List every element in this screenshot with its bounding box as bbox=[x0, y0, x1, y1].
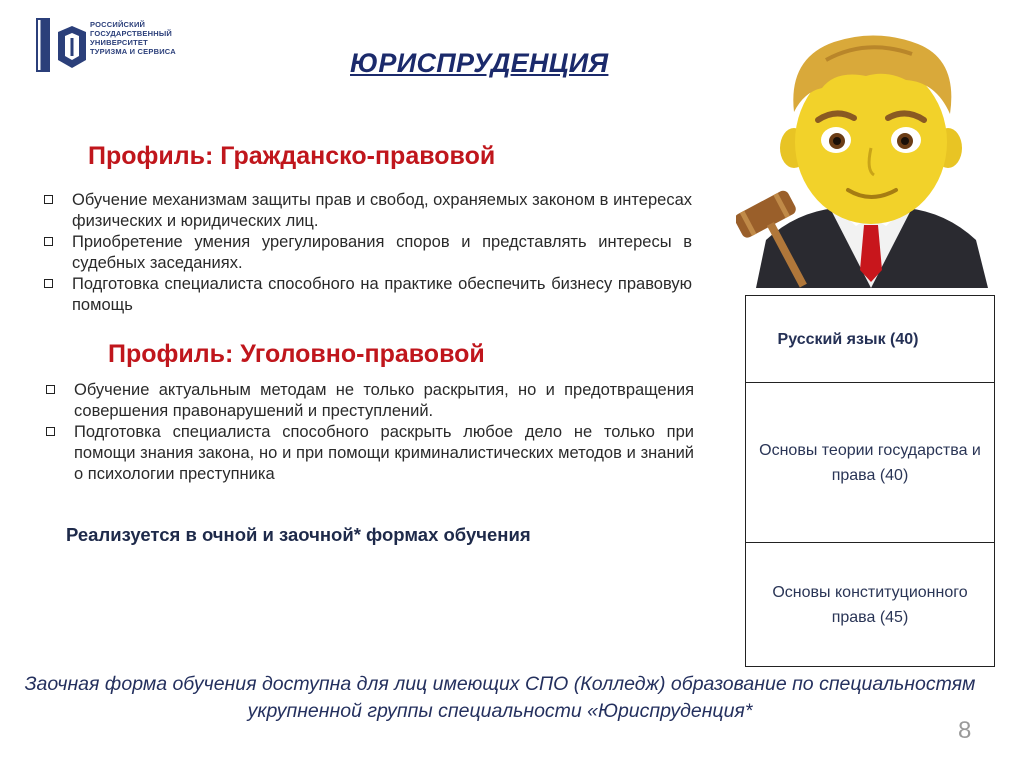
checkbox-bullet-icon bbox=[44, 279, 53, 288]
university-logo-text: РОССИЙСКИЙ ГОСУДАРСТВЕННЫЙ УНИВЕРСИТЕТ ТУРИЗМА И СЕРВИСА bbox=[90, 20, 176, 56]
list-item: Подготовка специалиста способного раскрыть любое дело не только при помощи знания закона, но и при помощи криминалистических методов и знаний о психологии преступника bbox=[42, 422, 694, 485]
checkbox-bullet-icon bbox=[46, 427, 55, 436]
checkbox-bullet-icon bbox=[46, 385, 55, 394]
entrance-exams-table bbox=[745, 295, 995, 667]
study-forms-note: Реализуется в очной и заочной* формах обучения bbox=[66, 524, 531, 545]
footnote: Заочная форма обучения доступна для лиц имеющих СПО (Колледж) образование по специальностям укрупненной группы специальности «Юриспруденция* bbox=[24, 673, 976, 722]
exam-cell: Основы конституционного права (45) bbox=[772, 583, 968, 626]
exam-cell: Русский язык (40) bbox=[746, 296, 994, 383]
list-item: Приобретение умения урегулирования споров и представлять интересы в судебных заседаниях. bbox=[40, 232, 692, 274]
page-title: ЮРИСПРУДЕНЦИЯ bbox=[350, 48, 609, 78]
lawyer-avatar-illustration bbox=[736, 30, 1006, 288]
list-item: Обучение механизмам защиты прав и свобод, охраняемых законом в интересах физических и юридических лиц. bbox=[40, 190, 692, 232]
list-item: Подготовка специалиста способного на практике обеспечить бизнесу правовую помощь bbox=[40, 274, 692, 316]
profile-criminal-title: Профиль: Уголовно-правовой bbox=[108, 340, 485, 368]
profile-civil-list bbox=[40, 190, 692, 316]
profile-criminal-list bbox=[42, 380, 694, 485]
checkbox-bullet-icon bbox=[44, 237, 53, 246]
page-number: 8 bbox=[958, 717, 972, 744]
profile-civil-title: Профиль: Гражданско-правовой bbox=[88, 142, 496, 170]
exam-cell: Основы теории государства и права (40) bbox=[746, 383, 994, 543]
list-item: Обучение актуальным методам не только раскрытия, но и предотвращения совершения правонарушений и преступлений. bbox=[42, 380, 694, 422]
checkbox-bullet-icon bbox=[44, 195, 53, 204]
